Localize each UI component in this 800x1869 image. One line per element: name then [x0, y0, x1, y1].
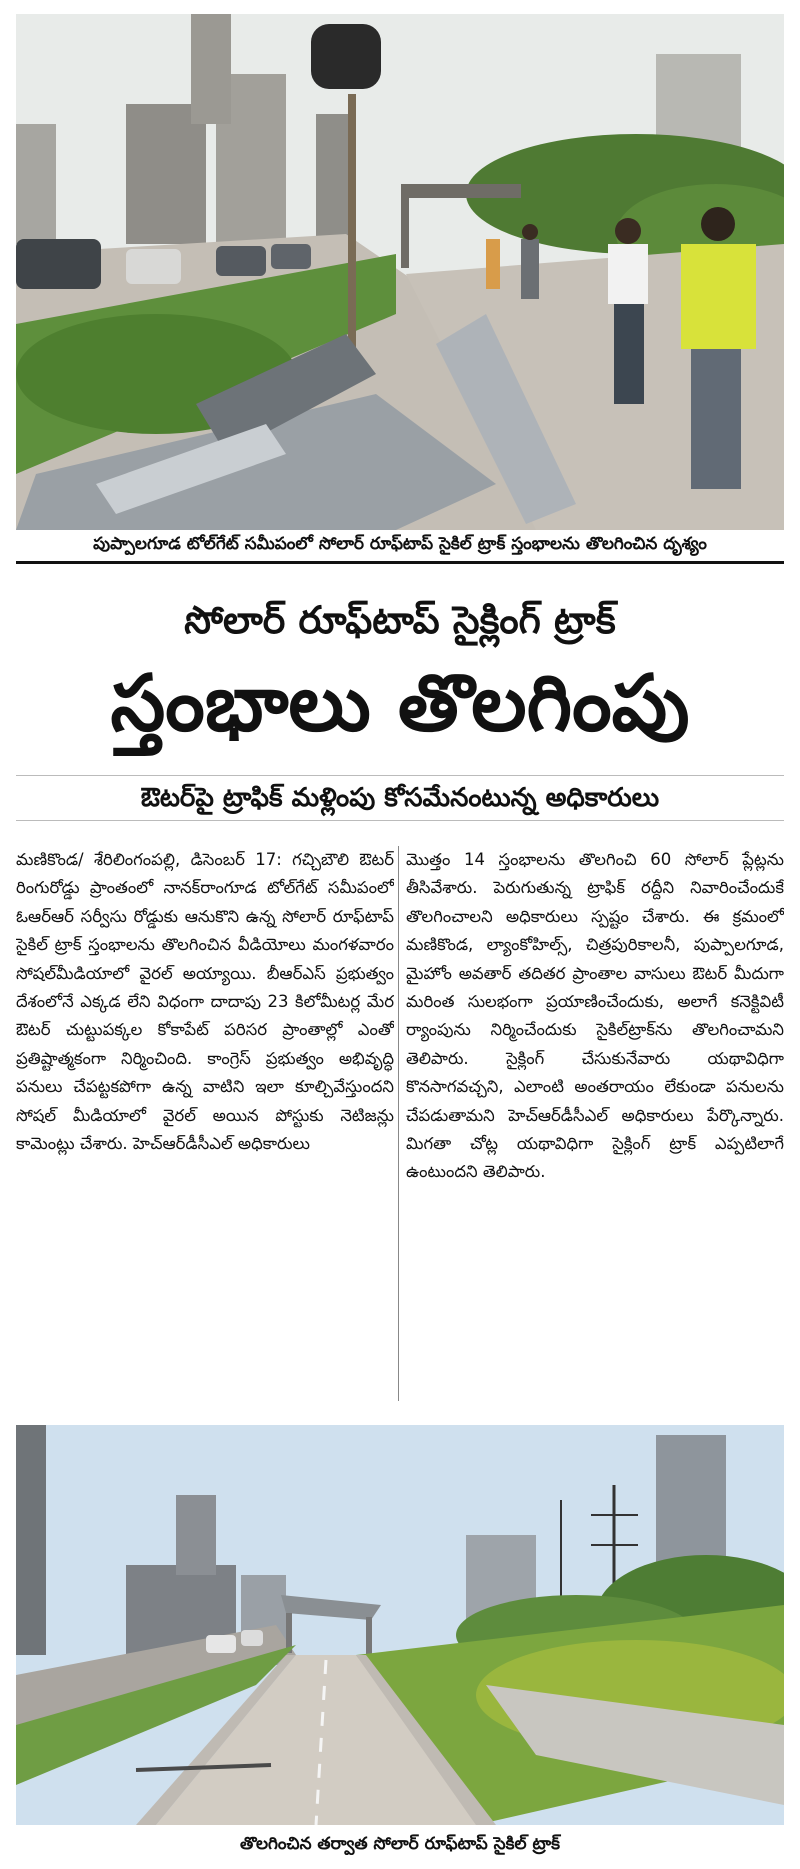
deck-subheading: ఔటర్‌పై ట్రాఫిక్ మళ్లింపు కోసమేనంటున్న అధికారులు [16, 775, 784, 821]
article-body-column-right: మొత్తం 14 స్తంభాలను తొలగించి 60 సోలార్ ప్లేట్లను తీసివేశారు. పెరుగుతున్న ట్రాఫిక్ రద్దీని నివారించేందుకే తొలగించాలని అధికారులు స్పష్టం చేశారు. ఈ క్రమంలో మణికొండ, ల్యాంకోహిల్స్, చిత్రపురికాలనీ, పుప్పాలగూడ, మైహోం అవతార్ తదితర ప్రాంతాల వాసులు ఔటర్ మీదుగా మరింత సులభంగా ప్రయాణించేందుకు, అలాగే కనెక్టివిటీ ర్యాంపును నిర్మించేందుకు సైకిల్‌ట్రాక్‌ను తొలగించామని తెలిపారు. సైక్లింగ్ చేసుకునేవారు యథావిధిగా కొనసాగవచ్చని, ఎలాంటి అంతరాయం లేకుండా పనులను చేపడుతామని హెచ్‌ఆర్‌డీసీఎల్ అధికారులు పేర్కొన్నారు. మిగతా చోట్ల యథావిధిగా సైక్లింగ్ ట్రాక్ ఎప్పటిలాగే ఉంటుందని తెలిపారు. [406, 850, 784, 1182]
bottom-photo-caption: తొలగించిన తర్వాత సోలార్ రూఫ్‌టాప్ సైకిల్ ట్రాక్ [239, 1834, 561, 1854]
headline-kicker: సోలార్ రూఫ్‌టాప్ సైక్లింగ్ ట్రాక్ [184, 598, 616, 642]
column-divider [398, 846, 399, 1401]
article-body-column-left: మణికొండ/ శేరిలింగంపల్లి, డిసెంబర్ 17: గచ్చిబౌలి ఔటర్ రింగురోడ్డు ప్రాంతంలో నానక్‌రాంగూడ టోల్‌గేట్ సమీపంలో ఓఆర్‌ఆర్ సర్వీసు రోడ్డుకు ఆనుకొని ఉన్న సోలార్ రూఫ్‌టాప్ సైకిల్ ట్రాక్ స్తంభాలను తొలగించిన వీడియోలు మంగళవారం సోషల్‌మీడియాలో వైరల్ అయ్యాయి. బీఆర్‌ఎస్ ప్రభుత్వం దేశంలోనే ఎక్కడ లేని విధంగా దాదాపు 23 కిలోమీటర్ల మేర ఔటర్ చుట్టుపక్కల కోకాపేట్ పరిసర ప్రాంతాల్లో ఎంతో ప్రతిష్టాత్మకంగా నిర్మించింది. కాంగ్రెస్ ప్రభుత్వం అభివృద్ధి పనులు చేపట్టకపోగా ఉన్న వాటిని ఇలా కూల్చివేస్తుందని సోషల్ మీడియాలో వైరల్ అయిన పోస్టుకు నెటిజన్లు కామెంట్లు చేశారు. హెచ్‌ఆర్‌డీసీఎల్ అధికారులు [16, 850, 394, 1154]
headline: స్తంభాలు తొలగింపు [110, 659, 690, 749]
bottom-news-photo [16, 1425, 784, 1825]
top-news-photo [16, 14, 784, 530]
top-photo-caption: పుప్పాలగూడ టోల్‌గేట్ సమీపంలో సోలార్ రూఫ్‌టాప్ సైకిల్ ట్రాక్ స్తంభాలను తొలగించిన దృశ్యం [16, 531, 784, 564]
